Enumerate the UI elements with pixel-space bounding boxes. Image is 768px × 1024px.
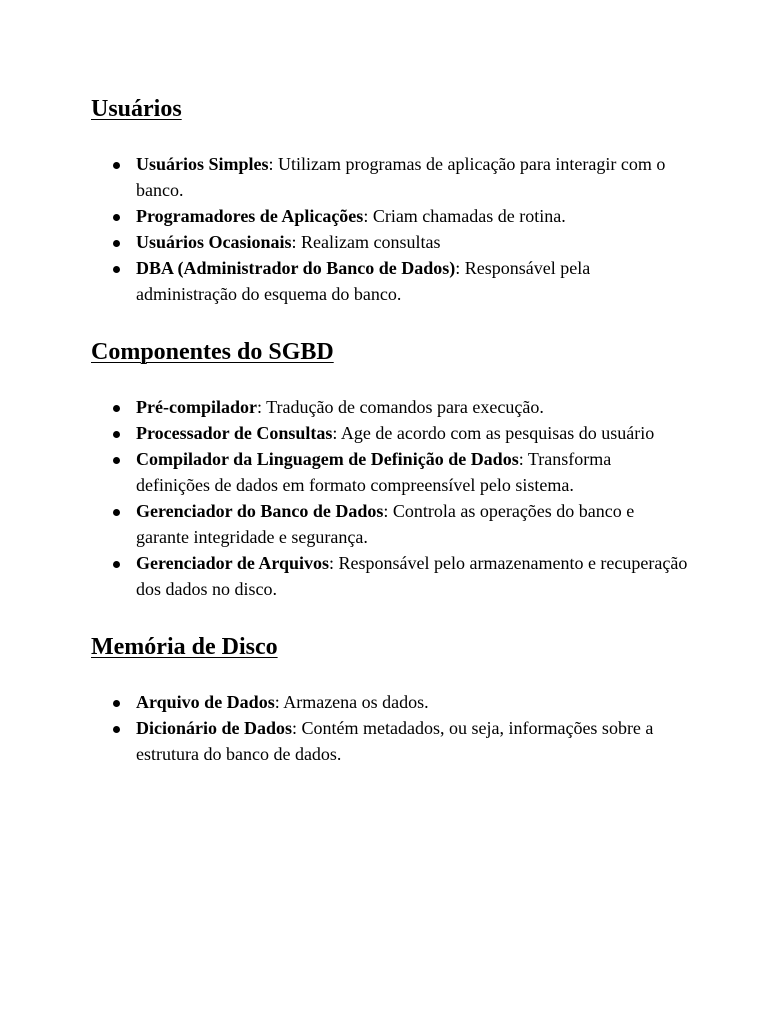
item-term: Dicionário de Dados xyxy=(136,718,293,738)
item-term: DBA (Administrador do Banco de Dados) xyxy=(136,258,456,278)
section-heading: Componentes do SGBD xyxy=(91,339,334,365)
item-description: : Responsável pelo armazenamento e recuperação dos dados no disco. xyxy=(136,553,688,599)
item-term: Arquivo de Dados xyxy=(136,692,275,712)
section-heading: Memória de Disco xyxy=(91,634,278,660)
list-item xyxy=(91,420,688,446)
bullet-list xyxy=(91,689,688,767)
item-description: : Armazena os dados. xyxy=(274,692,429,712)
bullet-icon xyxy=(113,405,120,412)
item-description: : Realizam consultas xyxy=(291,232,441,252)
item-term: Pré-compilador xyxy=(136,397,257,417)
bullet-icon xyxy=(113,726,120,733)
item-term: Processador de Consultas xyxy=(136,423,333,443)
bullet-icon xyxy=(113,431,120,438)
item-description: : Criam chamadas de rotina. xyxy=(363,206,566,226)
item-description: : Responsável pela administração do esquema do banco. xyxy=(136,258,591,304)
item-term: Compilador da Linguagem de Definição de Dados xyxy=(136,449,519,469)
bullet-icon xyxy=(113,266,120,273)
item-description: : Tradução de comandos para execução. xyxy=(256,397,544,417)
item-term: Usuários Ocasionais xyxy=(136,232,292,252)
item-description: : Contém metadados, ou seja, informações sobre a estrutura do banco de dados. xyxy=(136,718,654,764)
bullet-icon xyxy=(113,162,120,169)
section-componentes-sgbd xyxy=(91,337,688,602)
item-term: Gerenciador de Arquivos xyxy=(136,553,330,573)
bullet-icon xyxy=(113,214,120,221)
section-heading: Usuários xyxy=(91,96,182,122)
bullet-icon xyxy=(113,700,120,707)
item-description: : Controla as operações do banco e garante integridade e segurança. xyxy=(136,501,635,547)
bullet-icon xyxy=(113,240,120,247)
bullet-icon xyxy=(113,457,120,464)
list-item xyxy=(91,151,688,203)
list-item xyxy=(91,498,688,550)
item-description: : Transforma definições de dados em formato compreensível pelo sistema. xyxy=(136,449,612,495)
bullet-icon xyxy=(113,509,120,516)
item-description: : Utilizam programas de aplicação para interagir com o banco. xyxy=(136,154,666,200)
list-item xyxy=(91,689,688,715)
bullet-list xyxy=(91,394,688,602)
list-item xyxy=(91,394,688,420)
item-term: Programadores de Aplicações xyxy=(136,206,364,226)
item-description: : Age de acordo com as pesquisas do usuário xyxy=(332,423,655,443)
list-item xyxy=(91,715,688,767)
bullet-list xyxy=(91,151,688,307)
list-item xyxy=(91,255,688,307)
item-term: Usuários Simples xyxy=(136,154,269,174)
list-item xyxy=(91,229,688,255)
list-item xyxy=(91,446,688,498)
bullet-icon xyxy=(113,561,120,568)
list-item xyxy=(91,550,688,602)
section-usuarios xyxy=(91,94,688,307)
list-item xyxy=(91,203,688,229)
section-memoria-de-disco xyxy=(91,632,688,767)
item-term: Gerenciador do Banco de Dados xyxy=(136,501,384,521)
